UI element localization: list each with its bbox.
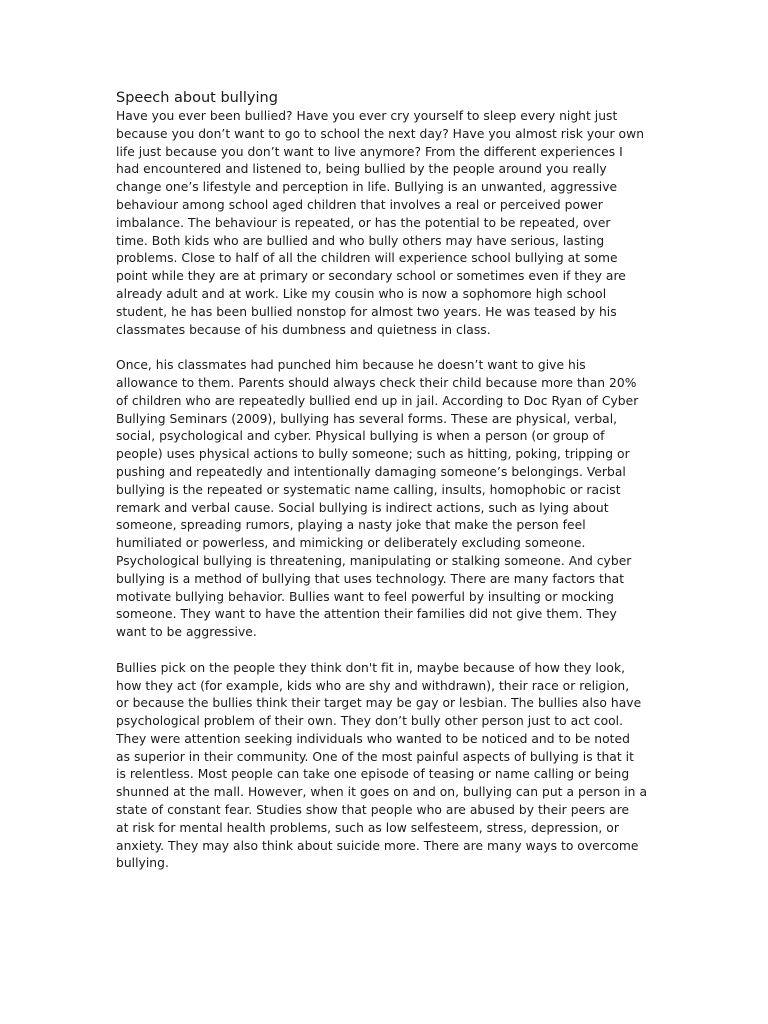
text-line: Psychological bullying is threatening, manipulating or stalking someone. And cyber (116, 553, 632, 568)
text-line: point while they are at primary or secondary school or sometimes even if they are (116, 269, 626, 284)
text-line: Bullies pick on the people they think don't fit in, maybe because of how they look, (116, 660, 626, 675)
text-line: someone, spreading rumors, playing a nasty joke that make the person feel (116, 518, 586, 533)
text-line: motivate bullying behavior. Bullies want to feel powerful by insulting or mocking (116, 589, 614, 604)
text-line: Have you ever been bullied? Have you ever cry yourself to sleep every night just (116, 109, 618, 123)
text-line: people) uses physical actions to bully someone; such as hitting, poking, tripping or (116, 447, 630, 462)
text-line: humiliated or powerless, and mimicking or deliberately excluding someone. (116, 536, 586, 551)
text-line: at risk for mental health problems, such as low selfesteem, stress, depression, or (116, 820, 619, 835)
text-line: Once, his classmates had punched him because he doesn’t want to give his (116, 358, 586, 373)
text-line: had encountered and listened to, being bullied by the people around you really (116, 162, 607, 177)
text-line: imbalance. The behaviour is repeated, or has the potential to be repeated, over (116, 215, 611, 230)
text-line: of children who are repeatedly bullied end up in jail. According to Doc Ryan of Cyber (116, 393, 639, 408)
text-line: problems. Close to half of all the children will experience school bullying at some (116, 251, 618, 266)
text-line: shunned at the mall. However, when it goes on and on, bullying can put a person in a (116, 785, 648, 800)
text-line: life just because you don’t want to live anymore? From the different experiences I (116, 144, 623, 159)
text-line: psychological problem of their own. They don’t bully other person just to act cool. (116, 714, 624, 729)
text-line: remark and verbal cause. Social bullying is indirect actions, such as lying about (116, 500, 609, 515)
text-line: already adult and at work. Like my cousin who is now a sophomore high school (116, 286, 607, 301)
paragraph (116, 660, 661, 874)
text-line: bullying is the repeated or systematic name calling, insults, homophobic or racist (116, 482, 621, 497)
text-line: as superior in their community. One of the most painful aspects of bullying is that it (116, 749, 634, 764)
text-line: or because the bullies think their target may be gay or lesbian. The bullies also have (116, 696, 642, 711)
text-line: behaviour among school aged children that involves a real or perceived power (116, 197, 603, 212)
text-line: They were attention seeking individuals who wanted to be noticed and to be noted (116, 731, 630, 746)
text-line: change one’s lifestyle and perception in life. Bullying is an unwanted, aggressive (116, 180, 618, 195)
text-line: state of constant fear. Studies show that people who are abused by their peers are (116, 803, 630, 818)
text-line: is relentless. Most people can take one episode of teasing or name calling or being (116, 767, 630, 782)
text-line: bullying is a method of bullying that uses technology. There are many factors that (116, 571, 625, 586)
text-line: anxiety. They may also think about suicide more. There are many ways to overcome (116, 838, 639, 853)
text-line: because you don’t want to go to school the next day? Have you almost risk your own (116, 126, 645, 141)
text-line: time. Both kids who are bullied and who bully others may have serious, lasting (116, 233, 605, 248)
text-line: allowance to them. Parents should always check their child because more than 20% (116, 375, 637, 390)
paragraph (116, 357, 661, 642)
text-line: how they act (for example, kids who are shy and withdrawn), their race or religion, (116, 678, 630, 693)
text-line: bullying. (116, 856, 169, 871)
text-line: student, he has been bullied nonstop for almost two years. He was teased by his (116, 304, 617, 319)
document-title: Speech about bullying (116, 90, 278, 106)
text-line: pushing and repeatedly and intentionally damaging someone’s belongings. Verbal (116, 464, 626, 479)
paragraph-container (116, 108, 661, 873)
text-line: someone. They want to have the attention their families did not give them. They (116, 607, 617, 622)
paragraph (116, 108, 661, 339)
document-body (116, 88, 661, 873)
text-line: classmates because of his dumbness and quietness in class. (116, 322, 491, 337)
text-line: want to be aggressive. (116, 625, 257, 640)
text-line: social, psychological and cyber. Physical bullying is when a person (or group of (116, 429, 605, 444)
text-line: Bullying Seminars (2009), bullying has several forms. These are physical, verbal, (116, 411, 618, 426)
